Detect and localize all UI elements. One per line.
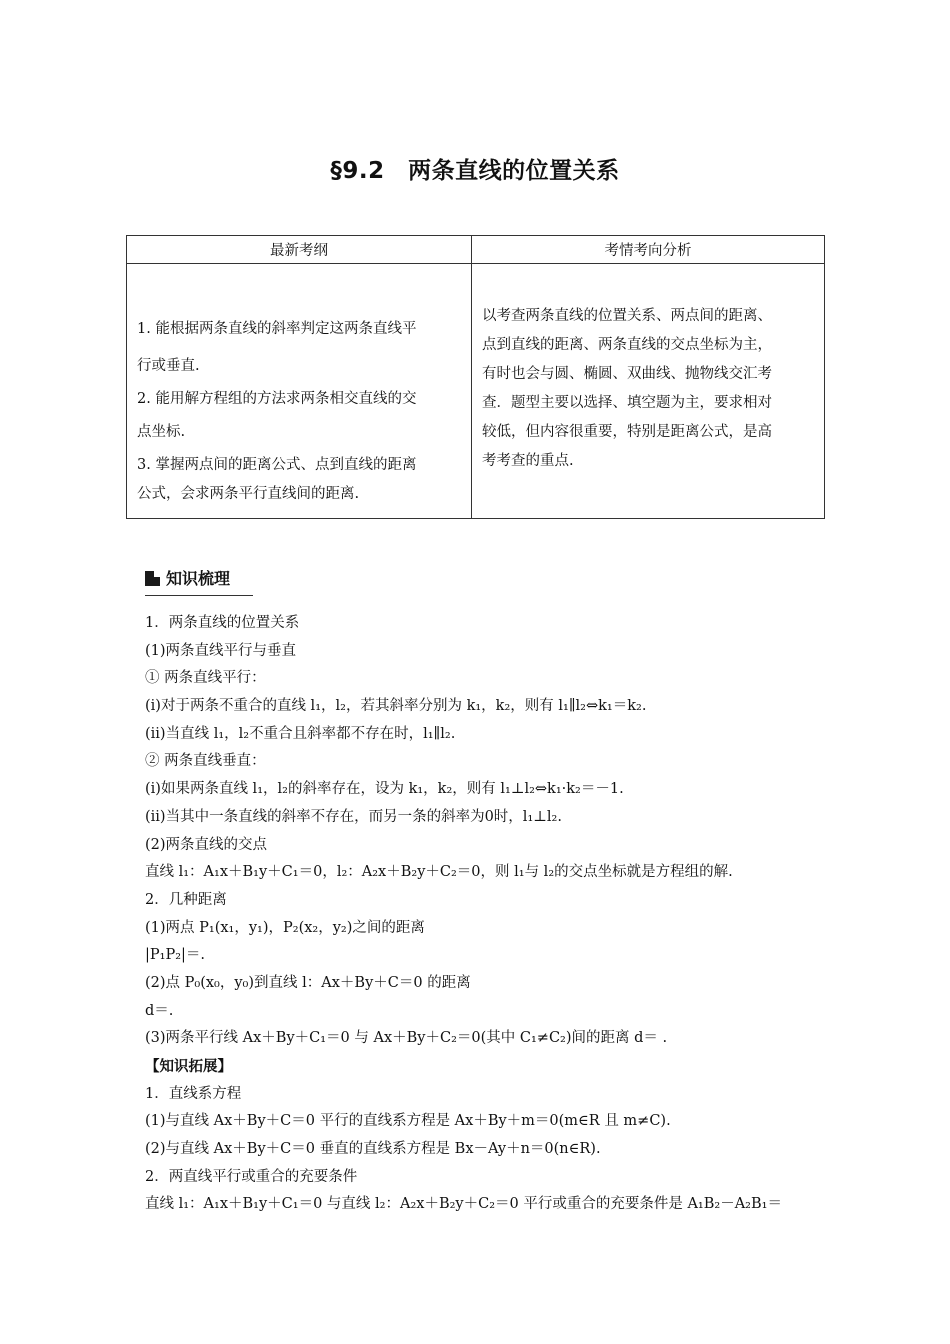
syllabus-cell: [127, 264, 472, 519]
subheading-line: (1)两条直线平行与垂直: [145, 642, 297, 659]
subheading-line: (2)两条直线的交点: [145, 836, 268, 853]
syllabus-line: 行或垂直.: [137, 358, 200, 374]
syllabus-line: 3. 掌握两点间的距离公式、点到直线的距离: [137, 457, 417, 473]
section-square-icon: [145, 571, 160, 586]
section-title: 知识梳理: [166, 569, 231, 588]
heading-line: 2．两直线平行或重合的充要条件: [145, 1168, 358, 1185]
analysis-cell: [472, 264, 825, 519]
analysis-line: 以考查两条直线的位置关系、两点间的距离、: [482, 308, 772, 324]
formula-line: (2)与直线 Ax＋By＋C＝0 垂直的直线系方程是 Bx－Ay＋n＝0(n∈R).: [145, 1141, 601, 1158]
extension-heading: 【知识拓展】: [145, 1058, 232, 1075]
item-line: ② 两条直线垂直：: [145, 753, 266, 770]
formula-line: 直线 l₁：A₁x＋B₁y＋C₁＝0，l₂：A₂x＋B₂y＋C₂＝0，则 l₁与 l₂的交点坐标就是方程组的解.: [145, 864, 733, 881]
knowledge-content: [145, 610, 845, 1219]
item-line: ① 两条直线平行：: [145, 670, 266, 687]
section-heading: [145, 566, 230, 589]
formula-line: 直线 l₁：A₁x＋B₁y＋C₁＝0 与直线 l₂：A₂x＋B₂y＋C₂＝0 平行或重合的充要条件是 A₁B₂－A₂B₁＝: [145, 1196, 782, 1213]
section-underline: [145, 595, 253, 596]
syllabus-line: 2. 能用解方程组的方法求两条相交直线的交: [137, 391, 417, 407]
heading-line: 1．直线系方程: [145, 1085, 242, 1102]
analysis-line: 点到直线的距离、两条直线的交点坐标为主，: [482, 337, 772, 353]
heading-line: 1．两条直线的位置关系: [145, 615, 300, 631]
syllabus-line: 点坐标.: [137, 424, 186, 440]
analysis-line: 有时也会与圆、椭圆、双曲线、抛物线交汇考: [482, 366, 772, 382]
analysis-line: 考考查的重点.: [482, 453, 574, 469]
formula-line: |P₁P₂|＝.: [145, 947, 206, 964]
analysis-line: 查．题型主要以选择、填空题为主，要求相对: [482, 395, 772, 411]
syllabus-line: 1. 能根据两条直线的斜率判定这两条直线平: [137, 321, 417, 337]
formula-line: (ⅰ)对于两条不重合的直线 l₁，l₂，若其斜率分别为 k₁，k₂，则有 l₁∥l₂⇔k₁＝k₂.: [145, 698, 647, 715]
formula-line: (2)点 P₀(x₀，y₀)到直线 l：Ax＋By＋C＝0 的距离: [145, 974, 471, 991]
syllabus-header: 最新考纲: [127, 236, 472, 264]
heading-line: 2．几种距离: [145, 891, 227, 908]
syllabus-table: [126, 235, 825, 519]
formula-line: (ⅰ)如果两条直线 l₁，l₂的斜率存在，设为 k₁，k₂，则有 l₁⊥l₂⇔k₁·k₂＝－1.: [145, 781, 624, 798]
formula-line: (3)两条平行线 Ax＋By＋C₁＝0 与 Ax＋By＋C₂＝0(其中 C₁≠C₂)间的距离 d＝ .: [145, 1030, 668, 1047]
formula-line: d＝.: [145, 1002, 174, 1019]
analysis-header: 考情考向分析: [472, 236, 825, 264]
analysis-line: 较低，但内容很重要，特别是距离公式，是高: [482, 424, 772, 440]
page-title: §9.2 两条直线的位置关系: [330, 158, 620, 184]
formula-line: (1)与直线 Ax＋By＋C＝0 平行的直线系方程是 Ax＋By＋m＝0(m∈R 且 m≠C).: [145, 1113, 671, 1130]
formula-line: (ⅱ)当直线 l₁，l₂不重合且斜率都不存在时，l₁∥l₂.: [145, 725, 456, 742]
formula-line: (ⅱ)当其中一条直线的斜率不存在，而另一条的斜率为0时，l₁⊥l₂.: [145, 808, 562, 825]
formula-line: (1)两点 P₁(x₁，y₁)，P₂(x₂，y₂)之间的距离: [145, 919, 425, 936]
syllabus-line: 公式，会求两条平行直线间的距离.: [137, 486, 360, 502]
